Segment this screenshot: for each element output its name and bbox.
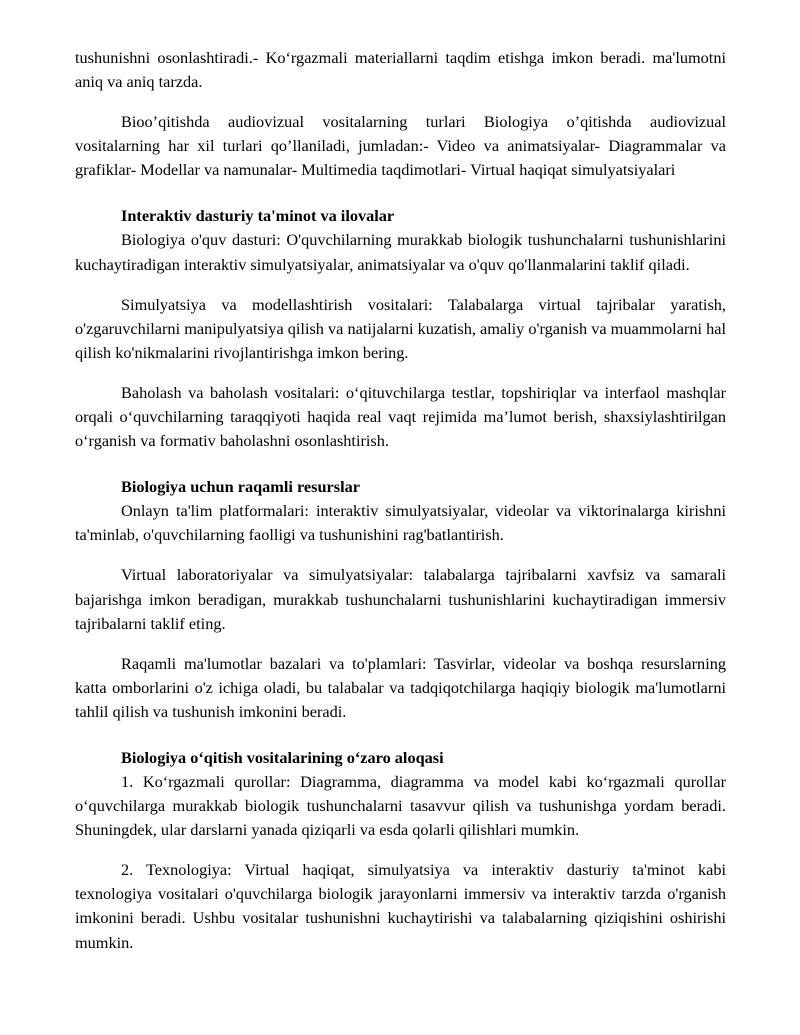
paragraph-virtual-labs: Virtual laboratoriyalar va simulyatsiyalar: talabalarga tajribalarni xavfsiz va samarali bajarishga imkon beradigan, murakkab tushunchalarni tushunishlarini kuchaytiradigan immersiv tajribalarni taklif eting. bbox=[75, 565, 726, 633]
paragraph-online-platforms: Onlayn ta'lim platformalari: interaktiv simulyatsiyalar, videolar va viktorinalarga kirishni ta'minlab, o'quvchilarning faolligi va tushunishini rag'batlantirish. bbox=[75, 501, 726, 545]
heading-digital-resources: Biologiya uchun raqamli resurslar bbox=[121, 477, 360, 497]
paragraph-digital-databases: Raqamli ma'lumotlar bazalari va to'plamlari: Tasvirlar, videolar va boshqa resurslarning katta omborlarini o'z ichiga oladi, bu talabalar va tadqiqotchilarga haqiqiy biologik ma'lumotlarni tahlil qilish va tushunish imkonini beradi. bbox=[75, 653, 726, 721]
paragraph-continuation: tushunishni osonlashtiradi.- Ko‘rgazmali materiallarni taqdim etishga imkon beradi. ma'lumotni aniq va aniq tarzda. bbox=[75, 48, 726, 92]
document-page bbox=[75, 46, 726, 971]
paragraph-biology-curriculum: Biologiya o'quv dasturi: O'quvchilarning murakkab biologik tushunchalarni tushunishlarini kuchaytiradigan interaktiv simulyatsiyalar, animatsiyalar va o'quv qo'llanmalarini taklif qiladi. bbox=[75, 230, 726, 274]
paragraph-simulation-tools: Simulyatsiya va modellashtirish vositalari: Talabalarga virtual tajribalar yaratish, o'zgaruvchilarni manipulyatsiya qilish va natijalarni kuzatish, amaliy o'rganish va muammolarni hal qilish ko'nikmalarini rivojlantirishga imkon bering. bbox=[75, 294, 726, 362]
heading-interactive-software: Interaktiv dasturiy ta'minot va ilovalar bbox=[121, 206, 395, 226]
paragraph-audiovisual-types: Bioo’qitishda audiovizual vositalarning turlari Biologiya o’qitishda audiovizual vositalarning har xil turlari qo’llaniladi, jumladan:- Video va animatsiyalar- Diagrammalar va grafiklar- Modellar va namunalar- Multimedia taqdimotlari- Virtual haqiqat simulyatsiyalari bbox=[75, 112, 726, 180]
paragraph-assessment-tools: Baholash va baholash vositalari: o‘qituvchilarga testlar, topshiriqlar va interfaol mashqlar orqali o‘quvchilarning taraqqiyoti haqida real vaqt rejimida ma’lumot berish, shaxsiylashtirilgan o‘rganish va formativ baholashni osonlashtirish. bbox=[75, 382, 726, 451]
paragraph-visual-aids: 1. Ko‘rgazmali qurollar: Diagramma, diagramma va model kabi ko‘rgazmali qurollar o‘quvchilarga murakkab biologik tushunchalarni tasavvur qilish va tushunishga yordam beradi. Shuningdek, ular darslarni yanada qiziqarli va esda qolarli qilishlari mumkin. bbox=[75, 771, 726, 840]
paragraph-technology: 2. Texnologiya: Virtual haqiqat, simulyatsiya va interaktiv dasturiy ta'minot kabi texnologiya vositalari o'quvchilarga biologik jarayonlarni immersiv va interaktiv tarzda o'rganish imkonini beradi. Ushbu vositalar tushunishni kuchaytirishi va talabalarning qiziqishini oshirishi mumkin. bbox=[75, 860, 726, 952]
heading-tools-interrelation: Biologiya o‘qitish vositalarining o‘zaro aloqasi bbox=[121, 747, 444, 767]
